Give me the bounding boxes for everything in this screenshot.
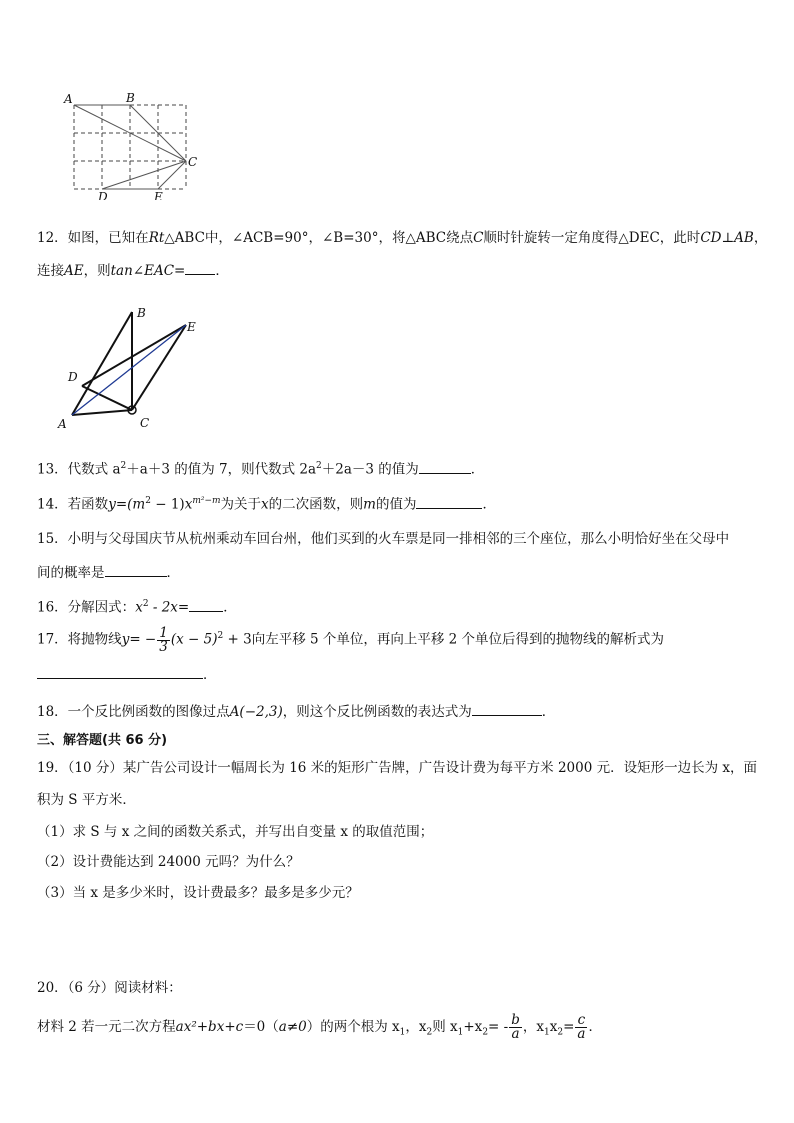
answer-blank[interactable] [419,459,471,474]
q15-line1: 15．小明与父母国庆节从杭州乘动车回台州，他们买到的火车票是同一排相邻的三个座位，那么小明恰好坐在父母中 [37,531,730,547]
fraction-c-over-a: $\frac{c}{a}$ [577,1012,586,1042]
label-C: C [188,155,198,169]
answer-blank[interactable] [185,260,215,275]
answer-blank[interactable] [189,597,223,612]
q12-line2: 连接AE，则tan∠EAC= ． [37,260,229,281]
label-E: E [187,320,196,334]
q19-sub2: （2）设计费能达到 24000 元吗？为什么？ [37,854,300,870]
section-heading: 三、解答题(共 66 分) [37,733,168,748]
q19-sub3: （3）当 x 是多少米时，设计费最多？最多是多少元？ [37,885,359,901]
q19-line2: 积为 S 平方米． [37,792,136,808]
q17-line1: 17．将抛物线y= − $\frac{1}{3}$ $(x - 5)^2 + 3$向左平移 5 个单位，再向上平移 2 个单位后得到的抛物线的解析式为 [37,624,665,655]
dashed-grid [74,105,186,189]
q17-line2: ． [37,664,217,685]
label-A: A [58,417,67,430]
label-E: E [154,190,163,200]
label-A: A [64,92,73,106]
q15-line2: 间的概率是 ． [37,562,180,583]
line-AE [72,325,186,415]
q19-line1: 19．（10 分）某广告公司设计一幅周长为 16 米的矩形广告牌，广告设计费为每平方米 2000 元．设矩形一边长为 x，面 [37,760,758,776]
label-C: C [140,416,150,430]
fraction-one-third: $\frac{1}{3}$ [159,624,168,655]
q16: 16．分解因式：$x^2 - 2x=$ ． [37,594,237,618]
label-B: B [126,91,135,105]
answer-blank[interactable] [105,562,167,577]
q13: 13．代数式 $a^2+a+3$ 的值为 7，则代数式 $2a^2+2a-3$ 的值为 ． [37,456,484,480]
q19-sub1: （1）求 S 与 x 之间的函数关系式，并写出自变量 x 的取值范围； [37,824,434,840]
q14: 14．若函数$y=(m^2 - 1)x^{m^2-m}$为关于x的二次函数，则m的值为 ． [37,491,496,515]
label-D: D [98,190,108,200]
q18: 18．一个反比例函数的图像过点A(−2,3)，则这个反比例函数的表达式为 ． [37,701,555,722]
figure-grid-triangle [60,90,210,200]
figure-rotated-triangles [50,300,210,430]
answer-blank[interactable] [37,664,203,679]
answer-blank[interactable] [472,701,542,716]
q12-line1: 12．如图，已知在Rt△ABC中，∠ACB=90°，∠B=30°，将△ABC绕点C顺时针旋转一定角度得△DEC，此时CD⊥AB， [37,230,768,246]
answer-blank[interactable] [416,494,482,509]
label-D: D [68,370,78,384]
label-B: B [137,306,146,320]
q20-line1: 20．（6 分）阅读材料： [37,980,182,996]
q20-line2: 材料 2 若一元二次方程ax²+bx+c＝0（a≠0）的两个根为 $x_1$，$x_2$则 $x_1+x_2=$ - $\frac{b}{a}$ ，$x_1x_2=$ $\frac{c}{a}$ ． [37,1012,602,1042]
fraction-b-over-a: $\frac{b}{a}$ [511,1012,520,1042]
